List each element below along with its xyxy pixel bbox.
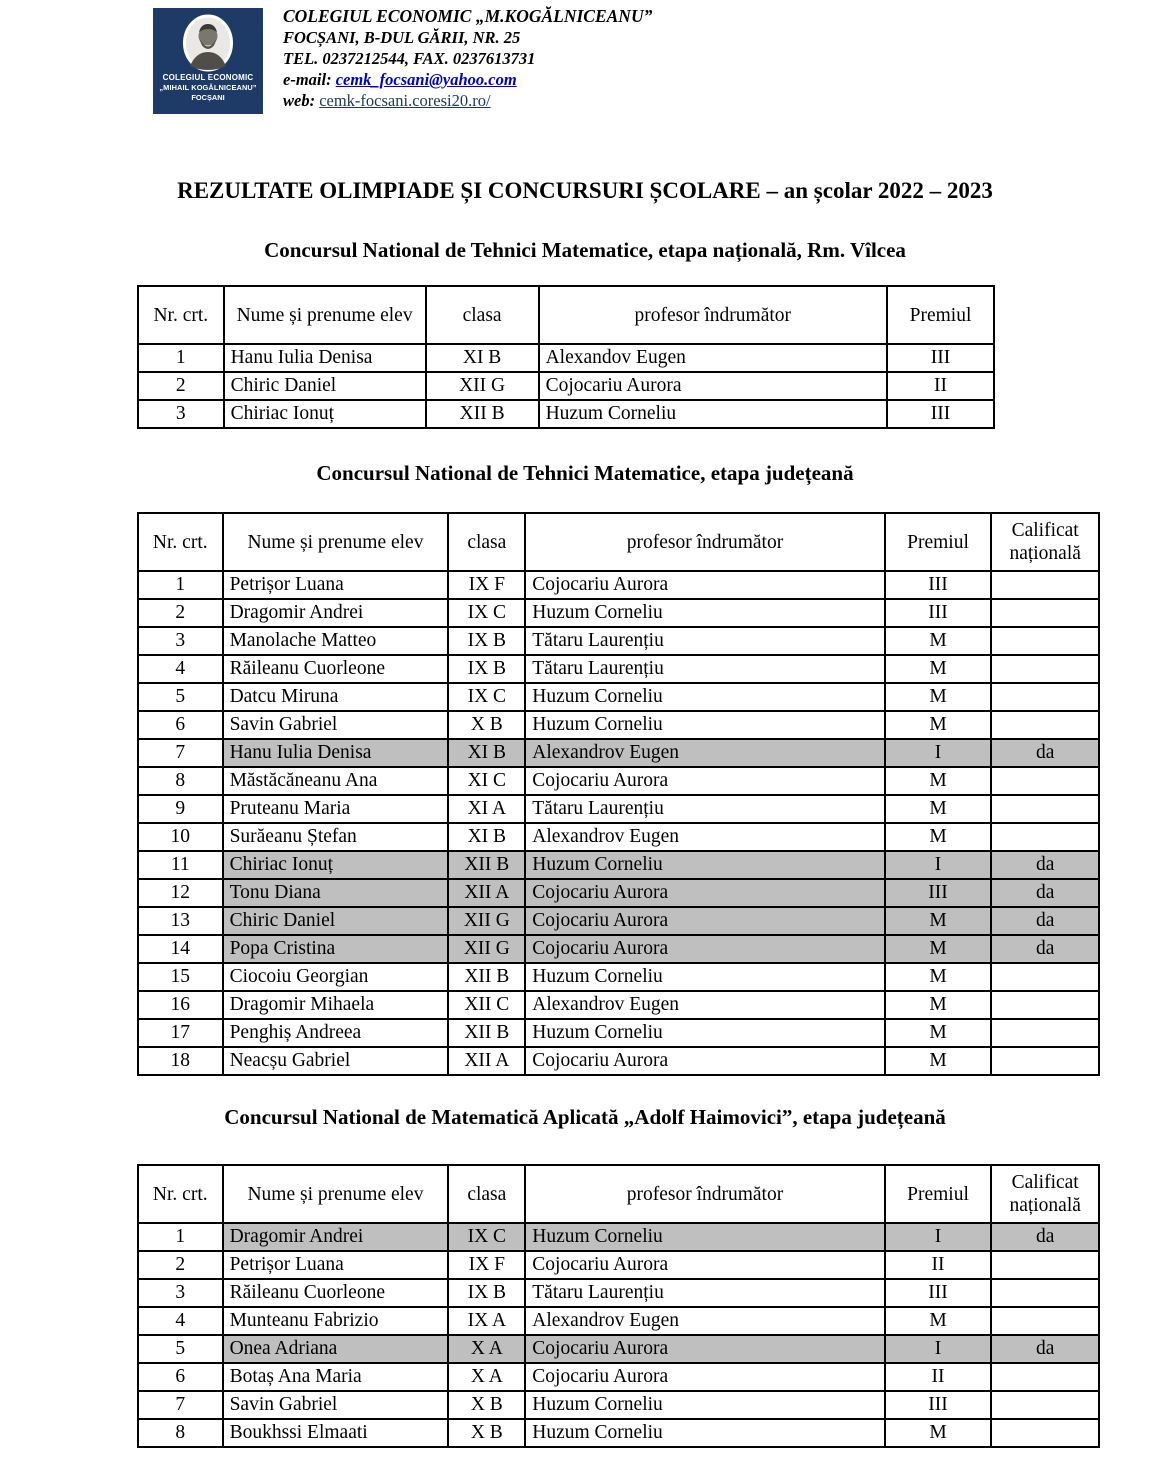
table-row <box>138 1363 1099 1391</box>
table-cell: I <box>885 851 992 879</box>
table-cell: XII G <box>448 935 525 963</box>
page-title: REZULTATE OLIMPIADE ȘI CONCURSURI ȘCOLARE – an școlar 2022 – 2023 <box>177 178 993 203</box>
table-row <box>138 963 1099 991</box>
table-cell: X B <box>448 1391 525 1419</box>
table-row <box>138 991 1099 1019</box>
section-county-stage-tehnici <box>0 460 1170 1076</box>
table-cell <box>991 711 1099 739</box>
table-cell: IX A <box>448 1307 525 1335</box>
table-cell: Cojocariu Aurora <box>525 1047 884 1075</box>
table-cell: III <box>885 571 992 599</box>
results-table-county-haimovici <box>137 1164 1100 1448</box>
column-header: Premiul <box>885 1165 992 1223</box>
table-row <box>138 823 1099 851</box>
table-row <box>138 795 1099 823</box>
column-header: Premiul <box>885 513 992 571</box>
table-cell: Tonu Diana <box>223 879 449 907</box>
table-row <box>138 372 994 400</box>
logo-text-line2: „MIHAIL KOGĂLNICEANU” <box>159 83 257 92</box>
table-cell: 5 <box>138 1335 223 1363</box>
table-cell: Hanu Iulia Denisa <box>224 344 426 372</box>
section-title: Concursul National de Matematică Aplicată „Adolf Haimovici”, etapa județeană <box>224 1105 946 1129</box>
table-row <box>138 1251 1099 1279</box>
table-cell: Manolache Matteo <box>223 627 449 655</box>
table-cell: Huzum Corneliu <box>525 1419 884 1447</box>
table-cell <box>991 823 1099 851</box>
table-cell: Surăeanu Ștefan <box>223 823 449 851</box>
table-cell: Huzum Corneliu <box>525 711 884 739</box>
table-cell: XII B <box>448 963 525 991</box>
column-header: clasa <box>448 1165 525 1223</box>
table-cell: Cojocariu Aurora <box>539 372 887 400</box>
column-header: Calificat națională <box>991 513 1099 571</box>
table-cell: Neacșu Gabriel <box>223 1047 449 1075</box>
table-cell: 5 <box>138 683 223 711</box>
table-cell: 8 <box>138 767 223 795</box>
table-cell <box>991 1391 1099 1419</box>
table-cell: da <box>991 739 1099 767</box>
table-cell: M <box>885 627 992 655</box>
table-cell <box>991 655 1099 683</box>
table-cell: X B <box>448 1419 525 1447</box>
table-cell: I <box>885 1223 992 1251</box>
column-header: Nume și prenume elev <box>223 513 449 571</box>
column-header: profesor îndrumător <box>525 1165 884 1223</box>
table-cell: M <box>885 823 992 851</box>
table-row <box>138 655 1099 683</box>
table-cell: Huzum Corneliu <box>525 599 884 627</box>
table-cell: III <box>885 879 992 907</box>
table-cell <box>991 571 1099 599</box>
column-header: Calificat națională <box>991 1165 1099 1223</box>
table-cell: 6 <box>138 1363 223 1391</box>
logo-text-line3: FOCȘANI <box>191 93 225 102</box>
table-cell: XI A <box>448 795 525 823</box>
table-cell <box>991 1307 1099 1335</box>
table-cell: XI C <box>448 767 525 795</box>
table-cell: X A <box>448 1363 525 1391</box>
table-row <box>138 1307 1099 1335</box>
table-cell: I <box>885 739 992 767</box>
table-cell: Chiriac Ionuț <box>224 400 426 428</box>
table-cell: III <box>887 344 994 372</box>
table-cell: Cojocariu Aurora <box>525 571 884 599</box>
table-cell: 15 <box>138 963 223 991</box>
column-header: profesor îndrumător <box>525 513 884 571</box>
table-cell <box>991 1363 1099 1391</box>
table-cell <box>991 1251 1099 1279</box>
table-cell: Petrișor Luana <box>223 1251 449 1279</box>
table-row <box>138 400 994 428</box>
table-cell: Cojocariu Aurora <box>525 935 884 963</box>
header-row <box>138 1165 1099 1223</box>
table-cell: Savin Gabriel <box>223 711 449 739</box>
table-cell: 11 <box>138 851 223 879</box>
table-cell: IX C <box>448 1223 525 1251</box>
table-cell: IX F <box>448 1251 525 1279</box>
table-cell: Penghiș Andreea <box>223 1019 449 1047</box>
table-cell: M <box>885 795 992 823</box>
table-cell: I <box>885 1335 992 1363</box>
table-cell: 3 <box>138 1279 223 1307</box>
table-cell <box>991 1019 1099 1047</box>
column-header: Nume și prenume elev <box>223 1165 449 1223</box>
column-header: profesor îndrumător <box>539 286 887 344</box>
web-link[interactable]: cemk-focsani.coresi20.ro/ <box>319 91 491 110</box>
table-cell: Ciocoiu Georgian <box>223 963 449 991</box>
table-cell: Alexandrov Eugen <box>525 739 884 767</box>
table-cell: 1 <box>138 571 223 599</box>
table-cell: da <box>991 1223 1099 1251</box>
table-cell: Chiric Daniel <box>223 907 449 935</box>
table-cell: Botaș Ana Maria <box>223 1363 449 1391</box>
table-cell: M <box>885 767 992 795</box>
table-cell: XII C <box>448 991 525 1019</box>
table-cell: XI B <box>448 739 525 767</box>
table-cell: 17 <box>138 1019 223 1047</box>
table-cell: Răileanu Cuorleone <box>223 1279 449 1307</box>
table-cell: IX F <box>448 571 525 599</box>
table-cell: 3 <box>138 400 224 428</box>
table-cell: Cojocariu Aurora <box>525 1363 884 1391</box>
table-cell <box>991 1047 1099 1075</box>
table-cell: Huzum Corneliu <box>539 400 887 428</box>
header-row <box>138 286 994 344</box>
table-cell: da <box>991 879 1099 907</box>
table-cell: M <box>885 1419 992 1447</box>
table-cell: Tătaru Laurențiu <box>525 795 884 823</box>
table-cell: XII B <box>448 1019 525 1047</box>
table-cell: Dragomir Mihaela <box>223 991 449 1019</box>
table-cell: 7 <box>138 739 223 767</box>
table-cell: 1 <box>138 344 224 372</box>
table-cell: Huzum Corneliu <box>525 1019 884 1047</box>
table-cell: Răileanu Cuorleone <box>223 655 449 683</box>
email-label: e-mail: <box>283 70 332 89</box>
table-cell: III <box>887 400 994 428</box>
table-cell: Onea Adriana <box>223 1335 449 1363</box>
table-cell: 16 <box>138 991 223 1019</box>
school-phone-fax: TEL. 0237212544, FAX. 0237613731 <box>283 49 536 68</box>
school-logo <box>153 8 263 114</box>
table-cell: 7 <box>138 1391 223 1419</box>
section-title: Concursul National de Tehnici Matematice, etapa județeană <box>316 461 854 485</box>
table-cell: XI B <box>426 344 539 372</box>
table-cell: II <box>885 1251 992 1279</box>
section-national-stage <box>0 237 1170 429</box>
table-cell: 1 <box>138 1223 223 1251</box>
table-cell: III <box>885 599 992 627</box>
table-cell: Huzum Corneliu <box>525 851 884 879</box>
results-table-national <box>137 285 995 429</box>
table-cell: Alexandrov Eugen <box>525 823 884 851</box>
table-row <box>138 1335 1099 1363</box>
table-cell: IX C <box>448 599 525 627</box>
table-cell: X B <box>448 711 525 739</box>
table-cell: da <box>991 907 1099 935</box>
table-cell: 14 <box>138 935 223 963</box>
table-cell: X A <box>448 1335 525 1363</box>
table-cell: M <box>885 1019 992 1047</box>
table-cell: Hanu Iulia Denisa <box>223 739 449 767</box>
table-cell: da <box>991 1335 1099 1363</box>
table-cell: XI B <box>448 823 525 851</box>
table-cell: Huzum Corneliu <box>525 1223 884 1251</box>
table-row <box>138 879 1099 907</box>
table-cell <box>991 1419 1099 1447</box>
table-cell: Cojocariu Aurora <box>525 879 884 907</box>
table-row <box>138 344 994 372</box>
table-cell: IX B <box>448 655 525 683</box>
table-cell: M <box>885 935 992 963</box>
column-header: Nume și prenume elev <box>224 286 426 344</box>
table-cell: 10 <box>138 823 223 851</box>
email-line <box>283 69 652 90</box>
header-row <box>138 513 1099 571</box>
table-cell: Alexandov Eugen <box>539 344 887 372</box>
table-cell: 2 <box>138 372 224 400</box>
table-row <box>138 683 1099 711</box>
table-cell: Alexandrov Eugen <box>525 991 884 1019</box>
table-cell: 2 <box>138 1251 223 1279</box>
table-cell: Huzum Corneliu <box>525 963 884 991</box>
table-cell: da <box>991 935 1099 963</box>
table-cell: 4 <box>138 1307 223 1335</box>
table-cell: Munteanu Fabrizio <box>223 1307 449 1335</box>
web-line <box>283 90 652 111</box>
table-row <box>138 1019 1099 1047</box>
table-cell: III <box>885 1391 992 1419</box>
table-cell <box>991 795 1099 823</box>
table-cell: Tătaru Laurențiu <box>525 627 884 655</box>
table-row <box>138 767 1099 795</box>
table-cell: XII A <box>448 879 525 907</box>
column-header: Nr. crt. <box>138 513 223 571</box>
section-title: Concursul National de Tehnici Matematice, etapa națională, Rm. Vîlcea <box>264 238 906 262</box>
table-cell: da <box>991 851 1099 879</box>
table-row <box>138 1419 1099 1447</box>
table-row <box>138 1047 1099 1075</box>
portrait-icon <box>182 14 234 72</box>
table-cell: M <box>885 655 992 683</box>
table-cell: Chiriac Ionuț <box>223 851 449 879</box>
table-cell: XII G <box>448 907 525 935</box>
table-cell: Savin Gabriel <box>223 1391 449 1419</box>
table-cell <box>991 991 1099 1019</box>
table-row <box>138 907 1099 935</box>
table-cell: 13 <box>138 907 223 935</box>
table-cell: Popa Cristina <box>223 935 449 963</box>
table-cell: M <box>885 711 992 739</box>
table-cell: 4 <box>138 655 223 683</box>
table-cell: Huzum Corneliu <box>525 1391 884 1419</box>
table-cell: Chiric Daniel <box>224 372 426 400</box>
letterhead <box>0 0 1170 120</box>
table-cell: Măstăcăneanu Ana <box>223 767 449 795</box>
table-cell: IX B <box>448 627 525 655</box>
table-row <box>138 935 1099 963</box>
table-row <box>138 1279 1099 1307</box>
table-cell: 9 <box>138 795 223 823</box>
table-cell: XII B <box>426 400 539 428</box>
table-row <box>138 1223 1099 1251</box>
column-header: clasa <box>426 286 539 344</box>
table-row <box>138 627 1099 655</box>
table-row <box>138 711 1099 739</box>
table-cell: M <box>885 1307 992 1335</box>
table-cell: III <box>885 1279 992 1307</box>
table-cell: Dragomir Andrei <box>223 1223 449 1251</box>
table-cell <box>991 627 1099 655</box>
results-table-county-tehnici <box>137 512 1100 1076</box>
table-cell: Alexandrov Eugen <box>525 1307 884 1335</box>
table-cell: 12 <box>138 879 223 907</box>
table-cell: 18 <box>138 1047 223 1075</box>
table-cell: XII G <box>426 372 539 400</box>
table-cell: Petrișor Luana <box>223 571 449 599</box>
table-cell: Cojocariu Aurora <box>525 1251 884 1279</box>
table-row <box>138 1391 1099 1419</box>
table-row <box>138 851 1099 879</box>
table-cell: Cojocariu Aurora <box>525 1335 884 1363</box>
table-cell: Datcu Miruna <box>223 683 449 711</box>
table-cell <box>991 599 1099 627</box>
table-cell: 3 <box>138 627 223 655</box>
logo-text-line1: COLEGIUL ECONOMIC <box>162 73 254 82</box>
table-cell: 6 <box>138 711 223 739</box>
table-cell: IX B <box>448 1279 525 1307</box>
column-header: Nr. crt. <box>138 286 224 344</box>
web-label: web: <box>283 91 316 110</box>
table-cell: Pruteanu Maria <box>223 795 449 823</box>
school-address: FOCȘANI, B-DUL GĂRII, NR. 25 <box>283 28 521 47</box>
table-cell <box>991 683 1099 711</box>
table-cell: Huzum Corneliu <box>525 683 884 711</box>
contact-block <box>283 6 652 111</box>
table-cell: II <box>887 372 994 400</box>
table-row <box>138 571 1099 599</box>
table-cell <box>991 1279 1099 1307</box>
email-link[interactable]: cemk_focsani@yahoo.com <box>335 70 517 89</box>
table-cell: Cojocariu Aurora <box>525 767 884 795</box>
section-county-stage-haimovici <box>0 1104 1170 1448</box>
table-cell: IX C <box>448 683 525 711</box>
table-cell: Tătaru Laurențiu <box>525 1279 884 1307</box>
table-cell: M <box>885 963 992 991</box>
table-cell: M <box>885 683 992 711</box>
table-cell: XII B <box>448 851 525 879</box>
table-cell: Boukhssi Elmaati <box>223 1419 449 1447</box>
table-row <box>138 599 1099 627</box>
table-cell <box>991 963 1099 991</box>
table-cell: Dragomir Andrei <box>223 599 449 627</box>
table-cell: Cojocariu Aurora <box>525 907 884 935</box>
column-header: Nr. crt. <box>138 1165 223 1223</box>
table-cell: XII A <box>448 1047 525 1075</box>
table-cell: Tătaru Laurențiu <box>525 655 884 683</box>
column-header: Premiul <box>887 286 994 344</box>
table-cell: M <box>885 907 992 935</box>
table-cell: M <box>885 1047 992 1075</box>
table-cell <box>991 767 1099 795</box>
table-cell: II <box>885 1363 992 1391</box>
table-cell: M <box>885 991 992 1019</box>
table-row <box>138 739 1099 767</box>
table-cell: 2 <box>138 599 223 627</box>
column-header: clasa <box>448 513 525 571</box>
school-name: COLEGIUL ECONOMIC „M.KOGĂLNICEANU” <box>283 6 653 26</box>
table-cell: 8 <box>138 1419 223 1447</box>
